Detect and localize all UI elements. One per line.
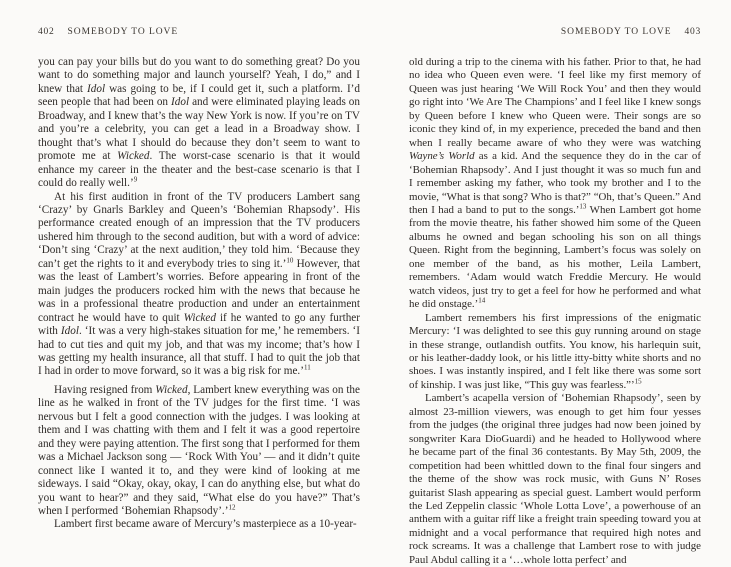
left-running-title: SOMEBODY TO LOVE bbox=[67, 27, 179, 37]
paragraph bbox=[38, 518, 360, 531]
text-run: Idol bbox=[171, 96, 190, 109]
right-running-title: SOMEBODY TO LOVE bbox=[560, 27, 672, 37]
text-run: Wayne’s World bbox=[409, 150, 475, 163]
text-run: Lambert remembers his first impressions of the enigmatic Mercury: ‘I was delighted to see this guy running around on stage in these strange, outlandish outfits. You know, his harlequin suit, or his leather-daddy look, or his little itty-bitty white shorts and no shoes. I was instantly inspired, and I felt like there was some sort of kinship. I was just like, “This guy was fearless.”’ bbox=[409, 311, 701, 391]
left-page-number: 402 bbox=[38, 27, 55, 37]
text-run: and were eliminated playing leads on Broadway, and I knew that’s the way New York is now. If you’re on TV and you’re a celebrity, you can get a lead in a Broadway show. I thought that’s what I should do because they don’t seem to want to promote me at bbox=[38, 96, 360, 163]
text-run: . The worst-case scenario is that it would enhance my career in the theater and the best-case scenario is that I could do really well.’ bbox=[38, 150, 360, 190]
footnote-marker: 10 bbox=[286, 256, 294, 265]
text-run: Wicked bbox=[117, 150, 150, 163]
text-run: was going to be, if I could get it, such a platform. I’d seen people that had been on bbox=[38, 82, 361, 109]
text-run: However, that was the least of Lambert’s worries. Before appearing in front of the main judges the producers rocked him with the news that because he was in a professional theatre production and under an entertainment contract he would have to quit bbox=[38, 257, 360, 324]
footnote-marker: 9 bbox=[133, 175, 138, 184]
paragraph bbox=[38, 56, 360, 191]
left-body-text bbox=[38, 56, 360, 532]
text-run: Wicked bbox=[155, 383, 188, 396]
footnote-marker: 12 bbox=[228, 503, 236, 512]
page-right bbox=[366, 0, 731, 566]
paragraph bbox=[38, 384, 360, 519]
text-run: Idol bbox=[87, 82, 106, 95]
footnote-marker: 11 bbox=[303, 363, 311, 372]
text-run: , Lambert knew everything was on the line as he walked in front of the TV judges for the first time. ‘I was nervous but I felt a good connection with the judges. I was looking at them and I was chatting with them and I felt it was a good repertoire and they were paying attention. The first song that I performed for them was a Michael Jackson song — ‘Rock With You’ — and it didn’t quite connect like I wanted it to, and they were kind of looking at me sideways. I said “Okay, okay, okay, I can do anything else, but what do you want to hear?” and they said, “What else do you have?” That’s when I performed ‘Bohemian Rhapsody’.’ bbox=[38, 383, 360, 517]
right-page-number: 403 bbox=[684, 27, 701, 37]
text-run: At his first audition in front of the TV producers Lambert sang ‘Crazy’ by Gnarls Barkley and Queen’s ‘Bohemian Rhapsody’. His performance created enough of an impression that the TV producers ushered him through to the second audition, but with a word of advice: ‘Don’t sing ‘Crazy’ at the next audition,’ they told him. ‘Because they can’t get the rights to it and everybody tries to sing it.’ bbox=[38, 190, 360, 270]
text-run: Having resigned from bbox=[54, 383, 156, 396]
text-run: Idol bbox=[60, 325, 79, 338]
paragraph bbox=[409, 312, 701, 393]
footnote-marker: 13 bbox=[579, 202, 587, 211]
text-run: . ‘It was a very high-stakes situation for me,’ he remembers. ‘I had to cut ties and quit my job, and that was my income; that’s how I was getting my health insurance, all that stuff. I had to quit the job that I had in order to move forward, so it was a big risk for me.’ bbox=[38, 325, 361, 378]
right-body-text bbox=[409, 56, 701, 567]
text-run: Wicked bbox=[183, 311, 216, 324]
text-run: if he wanted to go any further with bbox=[38, 311, 360, 338]
text-run: Lambert first became aware of Mercury’s masterpiece as a 10-year- bbox=[54, 518, 357, 531]
footnote-marker: 15 bbox=[634, 377, 642, 386]
page-left bbox=[0, 0, 366, 561]
paragraph bbox=[38, 191, 360, 379]
paragraph bbox=[409, 392, 701, 567]
footnote-marker: 14 bbox=[478, 296, 486, 305]
text-run: Lambert’s acapella version of ‘Bohemian Rhapsody’, seen by almost 23-million viewers, was enough to get him four yesses from the judges (the original three judges had now been joined by songwriter Kara DioGuardi) and he headed to Hollywood where he became part of the final 36 contestants. By May 5th, 2009, the competition had been whittled down to the final four singers and the theme of the show was rock music, with Guns N’ Roses guitarist Slash appearing as special guest. Lambert would perform the Led Zeppelin classic ‘Whole Lotta Love’, a powerhouse of an anthem with a guitar riff like a freight train speeding toward you at midnight and a vocal performance that required high notes and rock screams. It was a challenge that Lambert rose to with judge Paul Abdul calling it a ‘…whole lotta perfect’ and bbox=[409, 392, 701, 566]
right-running-header bbox=[409, 27, 701, 37]
text-run: old during a trip to the cinema with his father. Prior to that, he had no idea who Queen even were. ‘I feel like my first memory of Queen was just hearing ‘We Will Rock You’ and then they would go right into ‘We Are The Champions’ and I feel like I knew songs by Queen before I knew who Queen were. Their songs are so iconic they kind of, in my experience, preceded the band and then when I really became aware of who they were was watching bbox=[409, 56, 701, 149]
text-run: as a kid. And the sequence they do in the car of ‘Bohemian Rhapsody’. And I just thought it was so much fun and I remember asking my father, who took my brother and I to the movie, “What is that song? Who is that?” “Oh, that’s Queen.” And then I had a band to put to the songs.’ bbox=[409, 150, 701, 216]
text-run: you can pay your bills but do you want to do something great? Do you want to do something major and launch yourself? Yeah, I do,” and I knew that bbox=[38, 56, 360, 95]
paragraph bbox=[409, 56, 701, 312]
left-running-header bbox=[38, 27, 360, 37]
text-run: When Lambert got home from the movie theatre, his father showed him some of the Queen albums he owned and began schooling his son on all things Queen. Right from the beginning, Lambert’s focus was solely on one member of the band, as his mother, Leila Lambert, remembers. ‘Adam would watch Freddie Mercury. He would watch videos, just try to get a feel for how he performed and what he did onstage.’ bbox=[409, 203, 701, 311]
